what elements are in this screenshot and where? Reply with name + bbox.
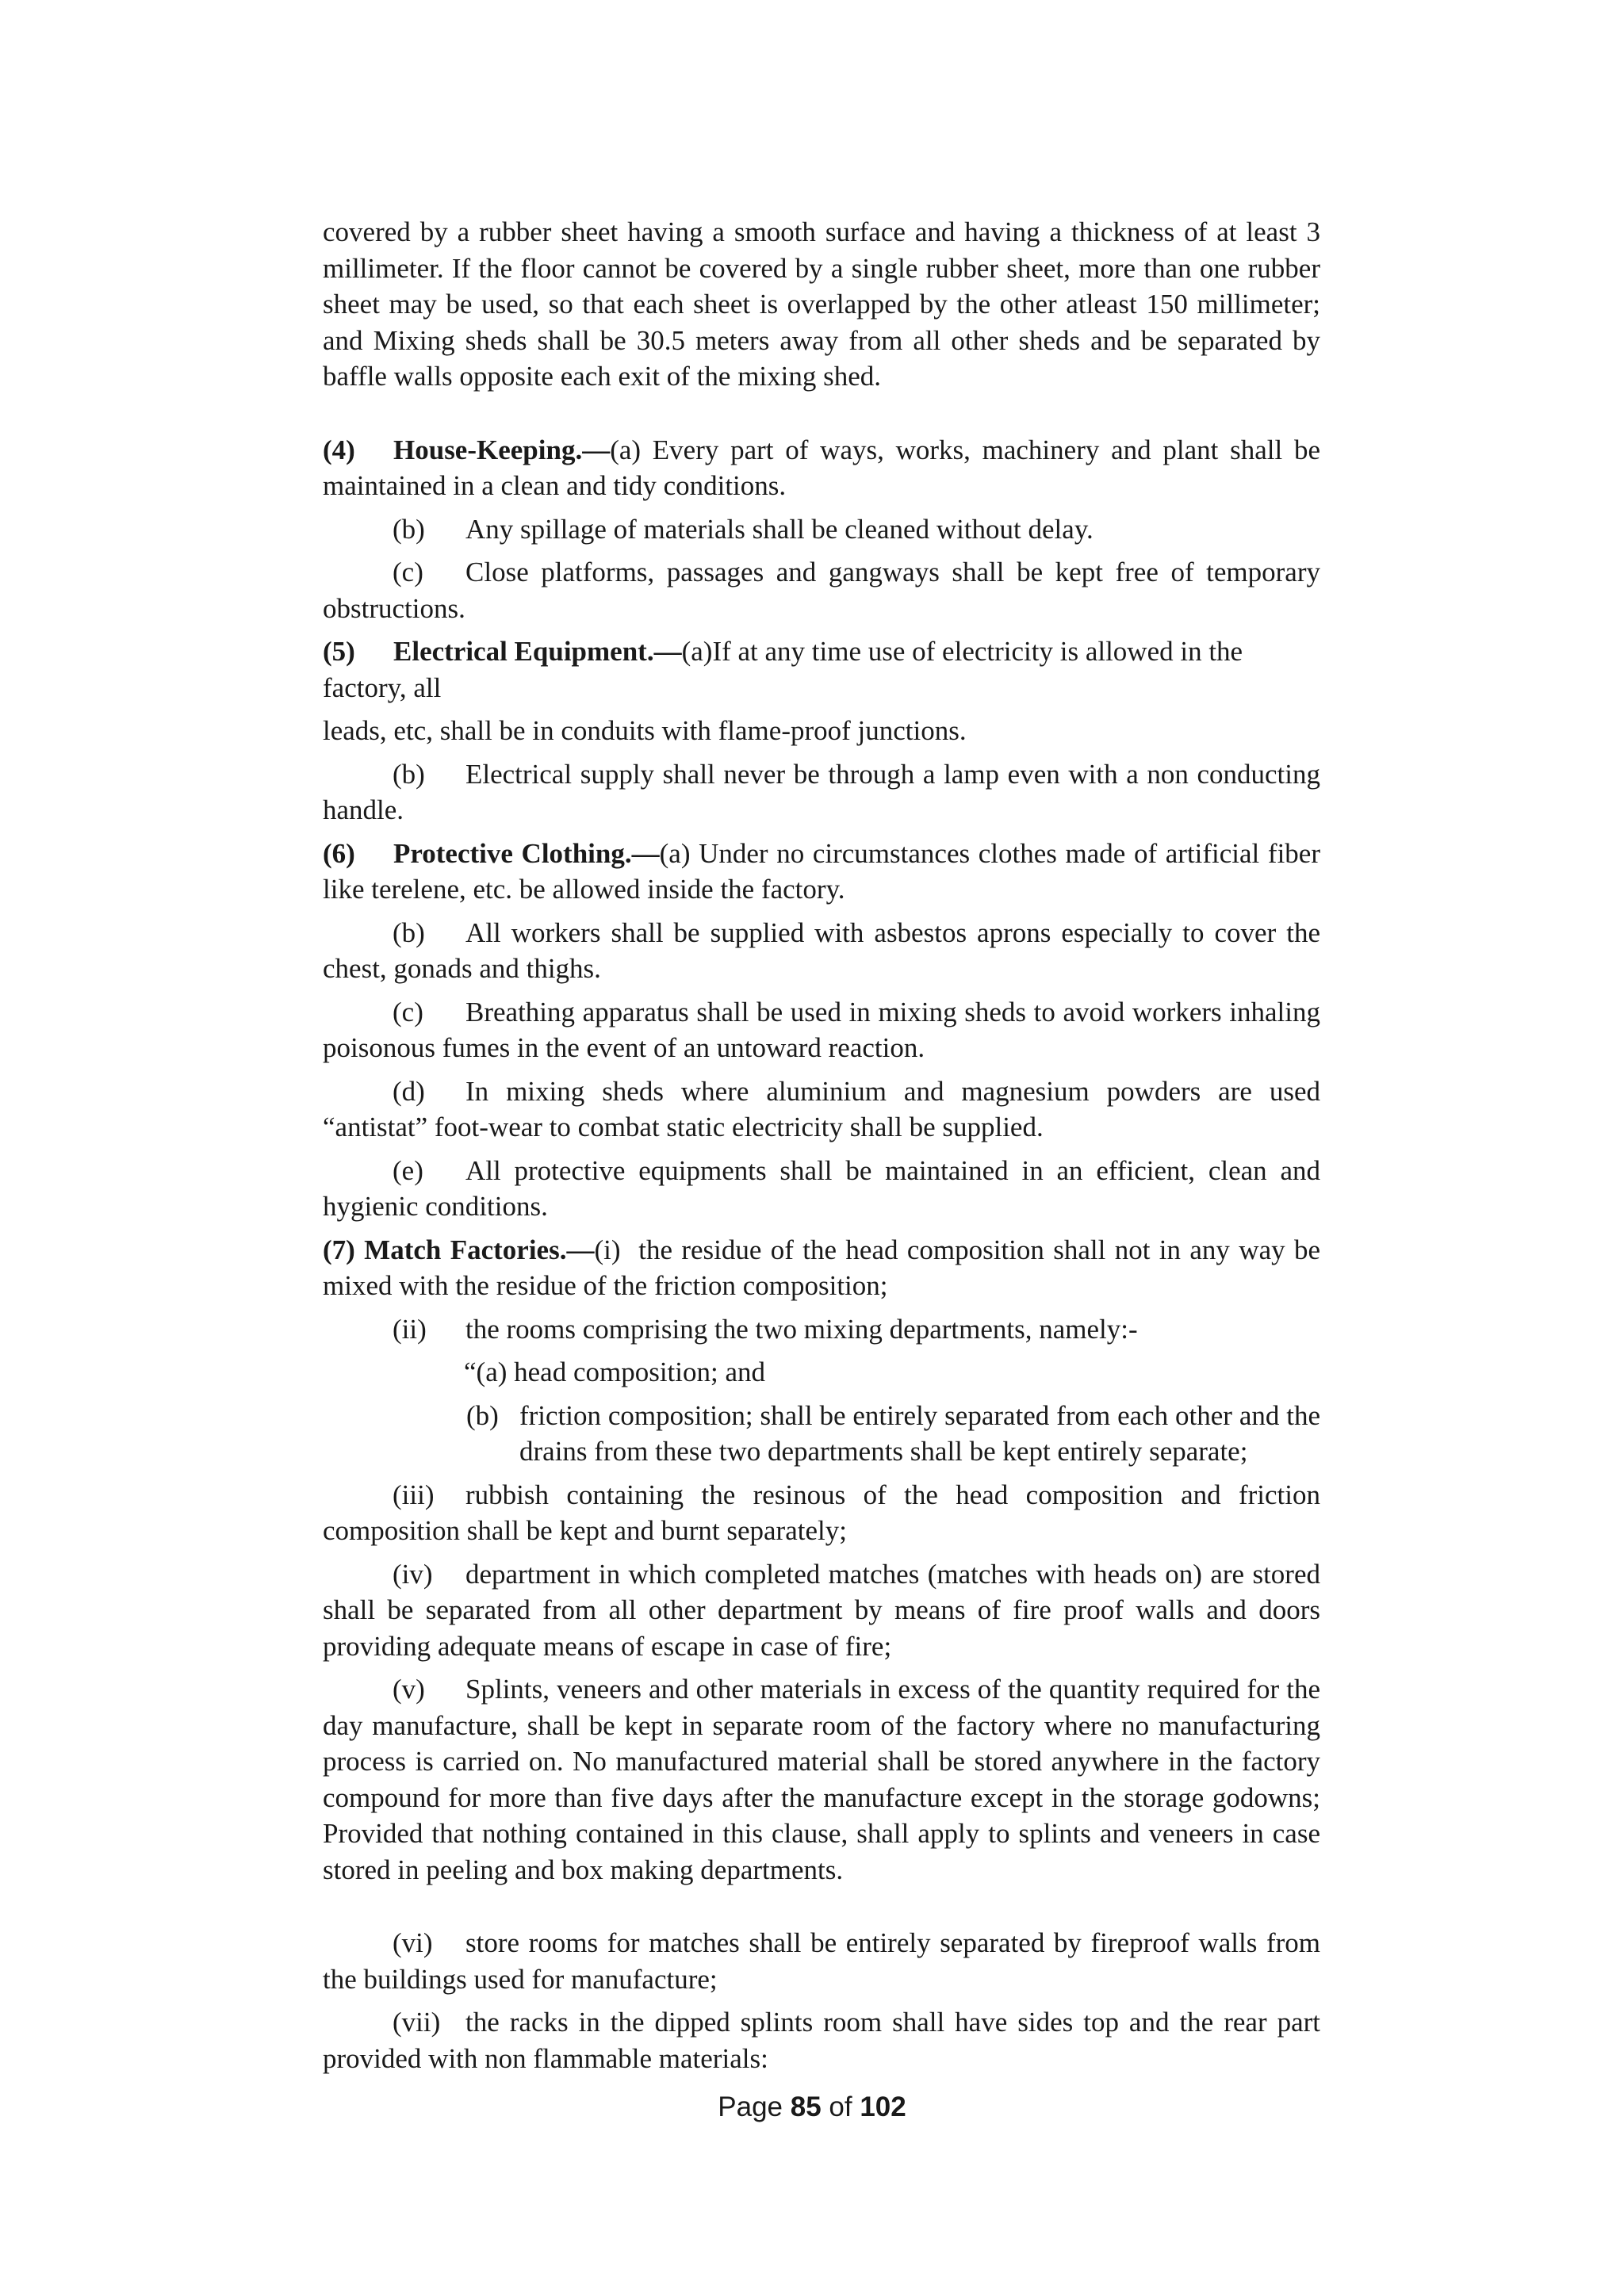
section-5-b <box>323 756 1320 828</box>
section-7-ii <box>323 1311 1320 1348</box>
section-7-iv-text: department in which completed matches (matches with heads on) are stored shall be separated from all other department by means of fire proof walls and doors providing adequate means of escape in case of fire; <box>323 1558 1320 1662</box>
section-6-d <box>323 1073 1320 1146</box>
section-6-a-text: (a) Under no circumstances clothes made of artificial fiber like terelene, etc. be allowed inside the factory. <box>323 837 1320 905</box>
section-7-ii-label: (ii) <box>393 1313 427 1345</box>
section-6-b-label: (b) <box>393 916 425 948</box>
section-5-number: (5) <box>323 636 355 667</box>
footer-prefix: Page <box>718 2091 791 2122</box>
section-7-iv-label: (iv) <box>393 1558 433 1590</box>
section-7-vii <box>323 2004 1320 2076</box>
page-footer <box>0 2090 1624 2125</box>
section-4-c-label: (c) <box>393 557 423 587</box>
footer-mid: of <box>821 2091 860 2122</box>
section-4-number: (4) <box>323 434 355 465</box>
section-7-ii-a: “(a) head composition; and <box>464 1357 766 1387</box>
section-7-ii-text: the rooms comprising the two mixing departments, namely:- <box>465 1313 1138 1345</box>
section-6-e-text: All protective equipments shall be maintained in an efficient, clean and hygienic conditions. <box>323 1154 1320 1222</box>
footer-total-pages: 102 <box>860 2091 906 2122</box>
section-4-b-label: (b) <box>393 513 425 545</box>
section-4-a-text: (a) Every part of ways, works, machinery and plant shall be maintained in a clean and tidy conditions. <box>323 434 1320 501</box>
section-6-b <box>323 915 1320 987</box>
section-7-v-text: Splints, veneers and other materials in excess of the quantity required for the day manufacture, shall be kept in separate room of the factory where no manufacturing process is carried on. No manufactured material shall be stored anywhere in the factory compound for more than five days after the manufacture except in the storage godowns; Provided that nothing contained in this clause, shall apply to splints and veneers in case stored in peeling and box making departments. <box>323 1674 1320 1885</box>
section-5-b-label: (b) <box>393 758 425 790</box>
section-7-iii-label: (iii) <box>393 1479 435 1510</box>
section-6-d-label: (d) <box>393 1075 425 1107</box>
section-7-vi-text: store rooms for matches shall be entirely separated by fireproof walls from the buildings used for manufacture; <box>323 1927 1320 1995</box>
section-7-v <box>323 1671 1320 1888</box>
section-6-d-text: In mixing sheds where aluminium and magnesium powders are used “antistat” foot-wear to combat static electricity shall be supplied. <box>323 1075 1320 1142</box>
section-7-vi <box>323 1925 1320 1997</box>
section-6-title: Protective Clothing.— <box>393 837 660 869</box>
section-6-number: (6) <box>323 837 355 869</box>
section-4-c <box>323 554 1320 626</box>
section-7-iv <box>323 1556 1320 1665</box>
section-5-title: Electrical Equipment.— <box>393 636 682 667</box>
section-6-c <box>323 994 1342 1066</box>
section-7-vii-label: (vii) <box>393 2007 441 2038</box>
section-7-iii <box>323 1477 1320 1549</box>
section-6-e <box>323 1153 1320 1225</box>
section-5-a-text: (a)If at any time use of electricity is allowed in the factory, all <box>323 636 1243 703</box>
section-4-b <box>323 511 1320 548</box>
section-7-vi-label: (vi) <box>393 1927 433 1958</box>
section-4-heading-paragraph <box>323 432 1320 504</box>
section-6-heading-paragraph <box>323 836 1320 908</box>
section-7-heading-paragraph <box>323 1232 1327 1304</box>
intro-paragraph: covered by a rubber sheet having a smooth surface and having a thickness of at least 3 millimeter. If the floor cannot be covered by a single rubber sheet, more than one rubber sheet may be used, so that each sheet is overlapped by the other atleast 150 millimeter; and Mixing sheds shall be 30.5 meters away from all other sheds and be separated by baffle walls opposite each exit of the mixing shed. <box>323 216 1320 392</box>
section-6-c-label: (c) <box>393 996 423 1027</box>
section-6-e-label: (e) <box>393 1154 423 1186</box>
document-page <box>323 214 1342 2076</box>
section-7-vii-text: the racks in the dipped splints room shall have sides top and the rear part provided with non flammable materials: <box>323 2007 1320 2074</box>
section-5-a-continued: leads, etc, shall be in conduits with flame-proof junctions. <box>323 715 967 746</box>
section-7-ii-b-text: friction composition; shall be entirely separated from each other and the drains from these two departments shall be kept entirely separate; <box>519 1399 1320 1467</box>
section-4-title: House-Keeping.— <box>393 434 611 465</box>
section-7-ii-b-label: (b) <box>466 1399 499 1431</box>
section-7-ii-b <box>323 1398 1320 1470</box>
section-7-iii-text: rubbish containing the resinous of the head composition and friction composition shall be kept and burnt separately; <box>323 1479 1320 1546</box>
section-4-c-text: Close platforms, passages and gangways shall be kept free of temporary obstructions. <box>323 557 1320 624</box>
section-5-b-text: Electrical supply shall never be through a lamp even with a non conducting handle. <box>323 758 1320 825</box>
section-4-b-text: Any spillage of materials shall be cleaned without delay. <box>465 513 1094 545</box>
section-7-i-text: (i) the residue of the head composition shall not in any way be mixed with the residue of the friction composition; <box>323 1234 1327 1301</box>
section-7-title: (7) Match Factories.— <box>323 1234 595 1265</box>
footer-page-number: 85 <box>790 2091 822 2122</box>
section-5-heading-paragraph <box>323 633 1320 706</box>
section-6-b-text: All workers shall be supplied with asbestos aprons especially to cover the chest, gonads and thighs. <box>323 916 1320 984</box>
section-6-c-text: Breathing apparatus shall be used in mixing sheds to avoid workers inhaling poisonous fumes in the event of an untoward reaction. <box>323 996 1342 1063</box>
section-7-v-label: (v) <box>393 1674 425 1705</box>
